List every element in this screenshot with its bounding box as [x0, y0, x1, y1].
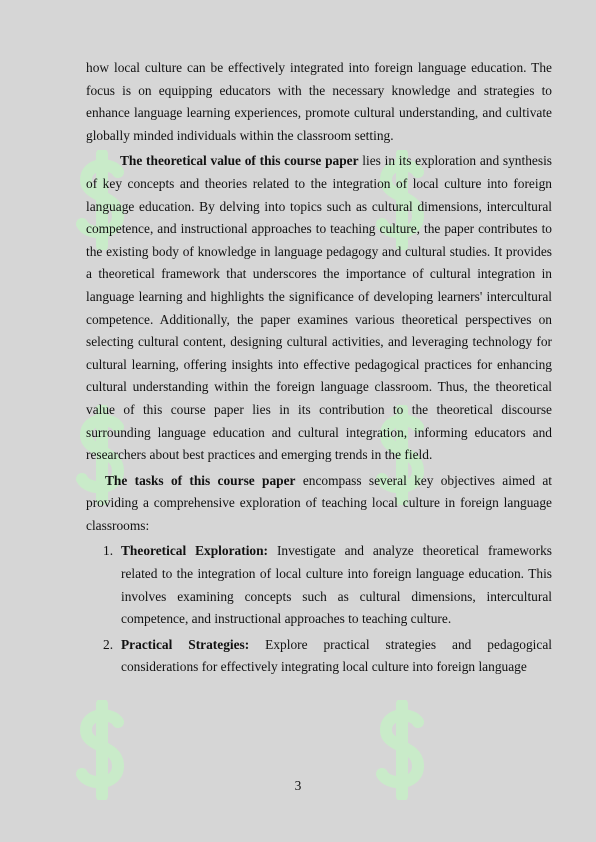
paragraph-theoretical-value	[86, 150, 552, 466]
list-item	[86, 634, 552, 679]
list-item	[86, 540, 552, 630]
tasks-body: encompass several key objectives aimed at providing a comprehensive exploration of teaching local culture in foreign language classrooms:	[86, 472, 552, 533]
list-item-number: 1.	[103, 543, 114, 559]
list-item-title: Theoretical Exploration:	[121, 543, 269, 559]
list-item-text: Explore practical strategies and pedagogical considerations for effectively integrating local culture into foreign language	[121, 636, 552, 675]
theoretical-value-body: lies in its exploration and synthesis of key concepts and theories related to the integration of local culture into foreign language education. By delving into topics such as cultural dimensions, intercultural competence, and instructional approaches to teaching culture, the paper contributes to the existing body of knowledge in language pedagogy and cultural studies. It provides a theoretical framework that underscores the importance of cultural integration in language learning and highlights the significance of developing learners' intercultural competence. Additionally, the paper examines various theoretical perspectives on selecting cultural content, designing cultural activities, and leveraging technology for cultural learning, offering insights into effective pedagogical practices for enhancing cultural understanding within the foreign language classroom. Thus, the theoretical value of this course paper lies in its contribution to the theoretical discourse surrounding language education and cultural integration, informing educators and researchers about best practices and emerging trends in the field.	[86, 153, 552, 463]
list-item-text: Investigate and analyze theoretical frameworks related to the integration of local culture into foreign language education. This involves examining concepts such as cultural dimensions, intercultural competence, and instructional approaches to teaching culture.	[121, 543, 552, 627]
paragraph-intro-continued: how local culture can be effectively integrated into foreign language education. The focus is on equipping educators with the necessary knowledge and strategies to enhance language learning experiences, promote cultural understanding, and cultivate globally minded individuals within the classroom setting.	[86, 60, 552, 143]
list-item-number: 2.	[103, 636, 114, 652]
paragraph-tasks	[86, 470, 552, 538]
body-text	[86, 57, 552, 679]
list-item-title: Practical Strategies:	[121, 636, 250, 652]
tasks-lead: The tasks of this course paper	[105, 472, 296, 488]
theoretical-value-lead: The theoretical value of this course paper	[120, 153, 359, 169]
page-number: 3	[294, 778, 302, 793]
tasks-list	[86, 540, 552, 679]
